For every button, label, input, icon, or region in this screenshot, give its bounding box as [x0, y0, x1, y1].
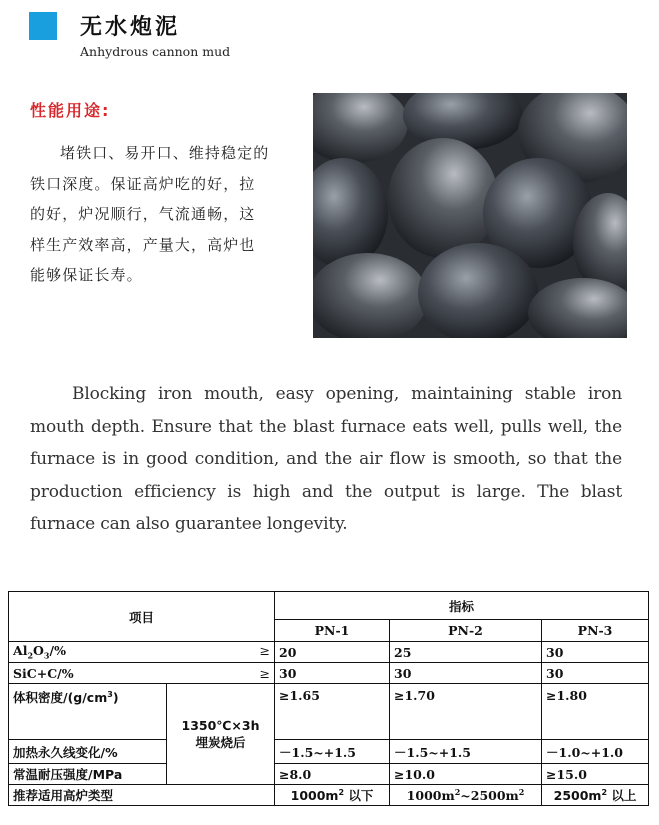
header-index: 指标 — [275, 592, 649, 620]
row-label-linear-change: 加热永久线变化/% — [9, 740, 167, 764]
cell-value: ≥1.65 — [275, 684, 390, 740]
page-title: 无水炮泥 — [80, 15, 181, 40]
cell-value: 20 — [275, 642, 390, 663]
product-header: PN-3 — [542, 620, 649, 642]
cell-value: 30 — [390, 663, 542, 684]
row-label-strength: 常温耐压强度/MPa — [9, 764, 167, 785]
cell-value: ≥10.0 — [390, 764, 542, 785]
usage-line: 铁口深度。保证高炉吃的好，拉 — [30, 174, 256, 193]
cell-value: 30 — [542, 663, 649, 684]
cell-value: 25 — [390, 642, 542, 663]
usage-line: 堵铁口、易开口、维持稳定的 — [60, 144, 270, 162]
product-header: PN-2 — [390, 620, 542, 642]
cell-value: $1000m^2$ 以下 — [275, 785, 390, 806]
cell-value: －1.0~+1.0 — [542, 740, 649, 764]
cell-value: ≥1.70 — [390, 684, 542, 740]
usage-heading: 性能用途: — [30, 101, 111, 120]
cell-value: $2500m^2$ 以上 — [542, 785, 649, 806]
cannon-mud-photo — [313, 93, 627, 338]
product-header: PN-1 — [275, 620, 390, 642]
row-label-al2o3: $Al_2O_3/\%$ ≥ — [9, 642, 275, 663]
cell-value: －1.5~+1.5 — [275, 740, 390, 764]
usage-line: 样生产效率高，产量大，高炉也 — [30, 235, 256, 254]
spec-table — [8, 591, 649, 806]
cell-value: 30 — [542, 642, 649, 663]
page-subtitle: Anhydrous cannon mud — [80, 44, 231, 59]
usage-paragraph-cn — [30, 138, 292, 291]
cell-value: ≥15.0 — [542, 764, 649, 785]
row-label-furnace: 推荐适用高炉类型 — [9, 785, 275, 806]
usage-line: 能够保证长寿。 — [30, 266, 143, 284]
header-item: 项目 — [9, 592, 275, 642]
row-label-sic: SiC+C/% ≥ — [9, 663, 275, 684]
cell-value: －1.5~+1.5 — [390, 740, 542, 764]
cell-value: 30 — [275, 663, 390, 684]
usage-paragraph-en: Blocking iron mouth, easy opening, maintaining stable iron mouth depth. Ensure that the blast furnace eats well, pulls well, the furnace is in good condition, and the air flow is smooth, so that the production efficiency is high and the output is large. The blast furnace can also guarantee longevity. — [30, 384, 622, 534]
title-accent-block — [29, 12, 57, 40]
cell-value: ≥1.80 — [542, 684, 649, 740]
cell-value: ≥8.0 — [275, 764, 390, 785]
test-condition: 1350℃×3h 埋炭烧后 — [167, 684, 275, 785]
row-label-density: 体积密度$/(g/cm^3)$ — [9, 684, 167, 740]
usage-line: 的好，炉况顺行，气流通畅，这 — [30, 205, 256, 223]
cell-value: $1000m^2\sim 2500m^2$ — [390, 785, 542, 806]
